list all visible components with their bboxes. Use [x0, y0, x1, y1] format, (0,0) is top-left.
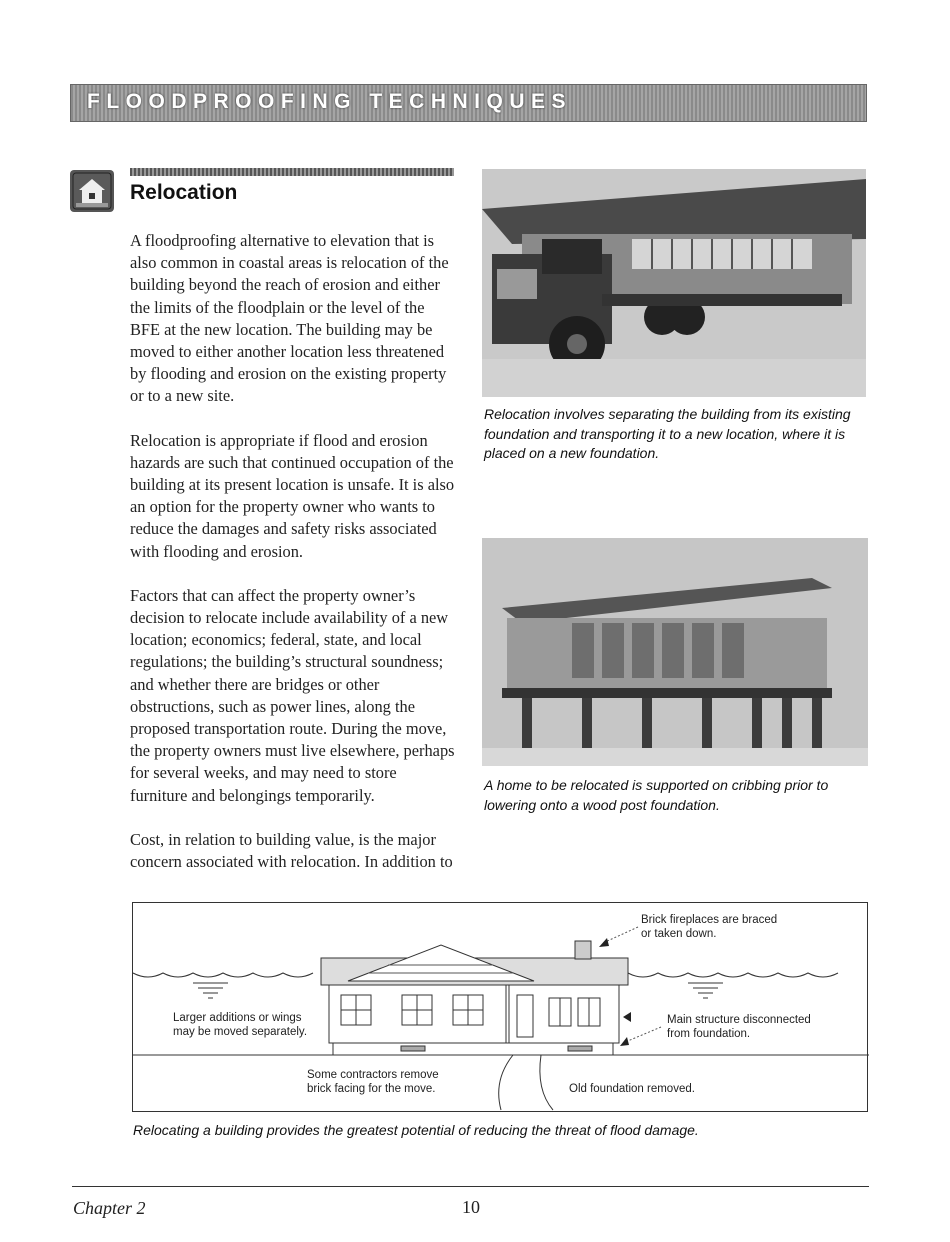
- fireplaces-label: Brick fireplaces are braced or taken down.: [641, 914, 778, 940]
- photo-caption: A home to be relocated is supported on cribbing prior to lowering onto a wood post foundation.: [484, 777, 829, 813]
- house-icon: [70, 170, 114, 212]
- house-cribbing-photo: [482, 538, 868, 766]
- paragraph: Relocation is appropriate if flood and erosion hazards are such that continued occupation of the building at its present location is unsafe. It is also an option for the property owner who wants to reduce the damages and safety risks associated with flooding and erosion.: [130, 430, 455, 561]
- main-structure-label: Main structure disconnected from foundation.: [667, 1014, 811, 1040]
- body-text: [130, 230, 455, 895]
- paragraph: Factors that can affect the property owner’s decision to relocate include availability of a new location; economics; federal, state, and local regulations; the building’s structural soundness; and whether there are bridges or other obstructions, such as power lines, along the proposed transportation route. During the move, the property owners must live elsewhere, perhaps for several weeks, and may need to store furniture and belongings temporarily.: [130, 585, 455, 805]
- paragraph: Cost, in relation to building value, is the major concern associated with relocation. In addition to: [130, 829, 453, 872]
- relocation-diagram: [132, 902, 868, 1112]
- section-rule: [130, 168, 454, 176]
- page-number: 10: [462, 1197, 480, 1217]
- paragraph: A floodproofing alternative to elevation that is also common in coastal areas is relocation of the building beyond the reach of erosion and either the limits of the floodplain or the level of the BFE at the new location. The building may be moved to either another location less threatened by flooding and erosion on the existing property or to a new site.: [130, 231, 449, 406]
- brick-facing-label: Some contractors remove brick facing for the move.: [307, 1069, 439, 1095]
- photo-caption: Relocation involves separating the building from its existing foundation and transporting it to a new location, where it is placed on a new foundation.: [484, 406, 851, 461]
- section-title: Relocation: [130, 181, 238, 204]
- header-banner: [70, 84, 867, 122]
- chapter-label: Chapter 2: [73, 1198, 146, 1218]
- banner-title: FLOODPROOFING TECHNIQUES: [87, 90, 573, 113]
- diagram-caption: Relocating a building provides the greatest potential of reducing the threat of flood damage.: [133, 1122, 699, 1138]
- truck-relocation-photo: [482, 169, 866, 397]
- footer-divider: [72, 1186, 869, 1187]
- old-foundation-label: Old foundation removed.: [569, 1083, 695, 1095]
- additions-label: Larger additions or wings may be moved separately.: [173, 1012, 308, 1038]
